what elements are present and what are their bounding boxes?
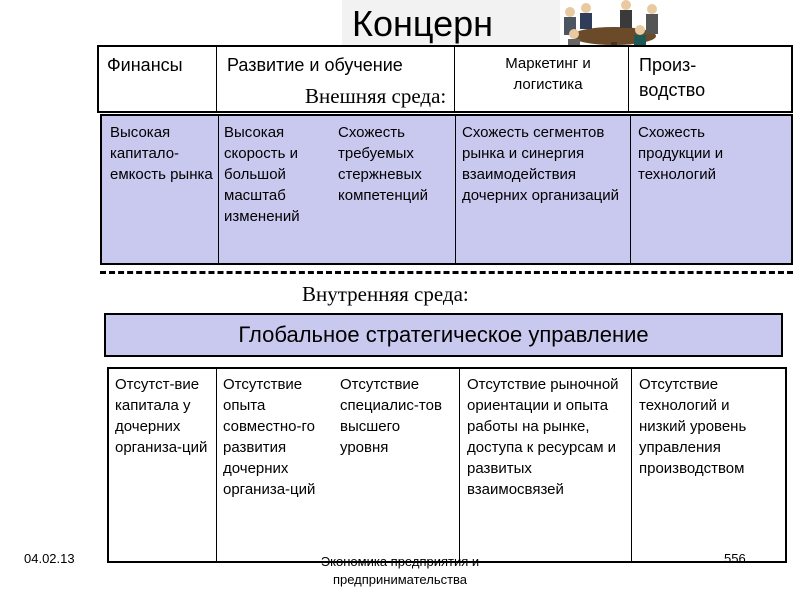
internal-cell: Отсутст-вие капитала у дочерних организа-ций xyxy=(115,376,208,456)
header-cell-marketing xyxy=(455,47,629,111)
header-cell-production xyxy=(629,47,791,111)
footer-page-number: 556 xyxy=(724,551,746,566)
environment-divider xyxy=(100,271,793,274)
external-cell: Схожесть сегментов рынка и синергия взаимодействия дочерних организаций xyxy=(462,124,619,204)
internal-cell: Отсутствие специалис-тов высшего уровня xyxy=(340,376,442,456)
internal-environment-label: Внутренняя среда: xyxy=(302,282,469,306)
internal-cell: Отсутствие технологий и низкий уровень управления производством xyxy=(639,376,747,477)
external-cell: Высокая скорость и большой масштаб изменений xyxy=(224,124,300,225)
external-environment-label: Внешняя среда: xyxy=(305,84,447,108)
external-cell: Высокая капитало-емкость рынка xyxy=(110,124,213,183)
global-management-banner: Глобальное стратегическое управление xyxy=(104,313,783,357)
header-cell-label: Финансы xyxy=(107,55,183,75)
internal-cell: Отсутствие рыночной ориентации и опыта работы на рынке, доступа к ресурсам и развитых взаимосвязей xyxy=(467,376,619,498)
external-cell: Схожесть требуемых стержневых компетенций xyxy=(338,124,429,204)
external-factors-table xyxy=(100,114,793,265)
footer-date: 04.02.13 xyxy=(24,551,75,566)
header-cell-finance xyxy=(99,47,217,111)
external-cell: Схожесть продукции и технологий xyxy=(638,124,724,183)
internal-cell: Отсутствие опыта совместно-го развития дочерних организа-ций xyxy=(223,376,316,498)
header-cell-label: Развитие и обучение xyxy=(227,55,403,75)
footer-course-title: Экономика предприятия и предпринимательства xyxy=(320,554,480,587)
header-cell-label: Произ-водство xyxy=(639,55,706,100)
internal-factors-table xyxy=(107,367,787,563)
page-title: Концерн xyxy=(342,0,560,48)
header-cell-label: Маркетинг и логистика xyxy=(505,55,591,93)
